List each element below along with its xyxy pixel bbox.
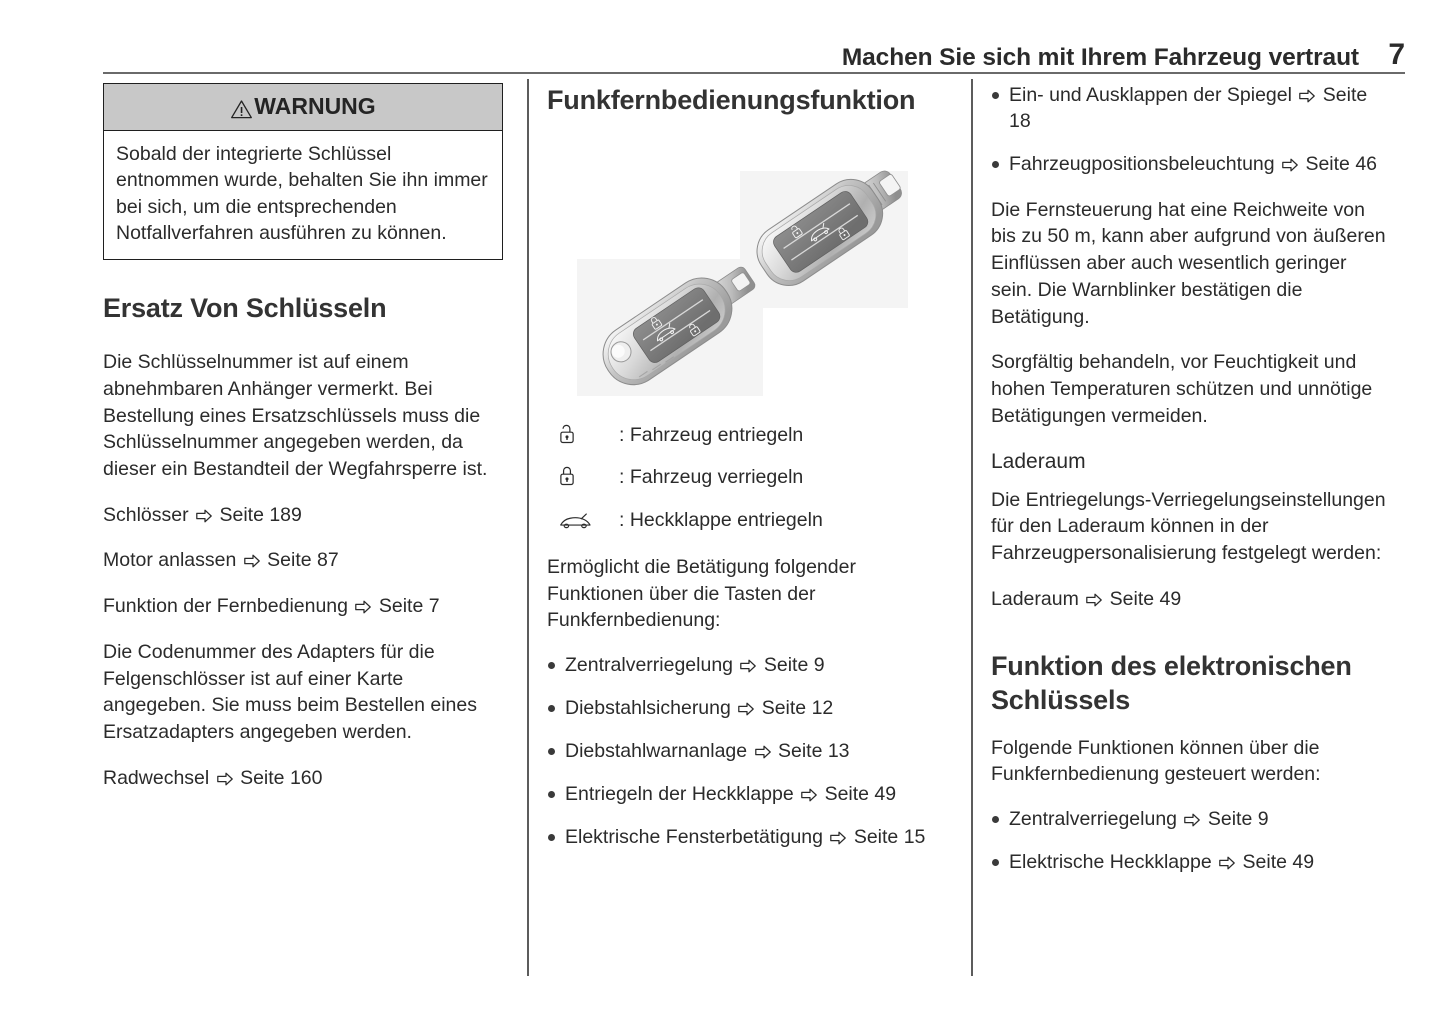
bullet-dot-icon [992,161,999,168]
arrow-right-icon [1282,154,1298,168]
paragraph-entriegelungs-verriegelungseinstellungen: Die Entriegelungs-Verriegelungseinstellungen für den Laderaum können in der Fahrzeugpersonalisierung festgelegt werden: [991,488,1386,565]
list-item [547,696,947,722]
list-item-target: Seite 18 [1009,84,1368,132]
remote-functions-list [547,653,947,851]
list-item-label: Fahrzeugpositionsbeleuchtung [1009,152,1275,175]
bullet-dot-icon [992,816,999,823]
legend-row [547,465,947,490]
bullet-dot-icon [548,662,555,669]
page-header [103,34,1405,70]
list-item [991,152,1391,178]
subheading-laderaum: Laderaum [991,450,1086,474]
list-item-label: Diebstahlwarnanlage [565,740,748,762]
arrow-right-icon [217,767,233,781]
list-item [991,807,1391,833]
paragraph-ermoeglicht: Ermöglicht die Betätigung folgender Funktionen über die Tasten der Funkfernbedienung: [547,556,856,632]
remote-key-fobs-illustration [547,141,947,409]
right-column [991,83,1391,895]
xref-target: Seite 87 [267,549,339,572]
unlock-padlock-icon [547,423,619,445]
list-item-target: Seite 46 [1305,152,1378,175]
paragraph-schluesselnummer: Die Schlüsselnummer ist auf einem abnehmbaren Anhänger vermerkt. Bei Bestellung eines Ersatzschlüssels muss die Schlüsselnummer angegeben werden, da dieser ein Bestandteil der Wegfahrsperre ist. [103,351,488,481]
xref-radwechsel [103,765,503,792]
legend-row [547,423,947,448]
xref-label: Laderaum [991,587,1079,610]
section-heading-funktion-des-elektronischen-schluessels: Funktion des elektronischen Schlüssels [991,650,1352,715]
smart-key-fob [747,155,913,295]
section-heading-funkfernbedienungsfunktion: Funkfernbedienungsfunktion [547,85,916,115]
xref-laderaum [991,586,1391,613]
xref-label: Radwechsel [103,766,210,789]
legend-row [547,508,947,533]
xref-motor-anlassen [103,547,503,574]
middle-column [547,83,947,870]
electronic-key-functions-list [991,807,1391,876]
bullet-dot-icon [992,859,999,866]
list-item-label: Ein- und Ausklappen der Spiegel [1009,84,1292,106]
list-item-label: Entriegeln der Heckklappe [565,782,794,805]
xref-target: Seite 189 [219,503,302,526]
left-column [103,83,503,810]
paragraph-reichweite: Die Fernsteuerung hat eine Reichweite von bis zu 50 m, kann aber aufgrund von äußeren Einflüssen aber auch wesentlich geringer sein. Die Warnblinker bestätigen die Betätigung. [991,198,1386,328]
list-item-target: Seite 13 [777,740,850,762]
xref-target: Seite 7 [378,595,440,618]
list-item [547,739,947,765]
list-item-target: Seite 9 [1207,807,1269,830]
bullet-dot-icon [548,834,555,841]
arrow-right-icon [1219,852,1235,866]
xref-target: Seite 160 [240,766,323,789]
warning-triangle-icon [230,98,253,118]
legend-text: : Fahrzeug entriegeln [619,424,804,447]
legend-text: : Heckklappe entriegeln [619,508,823,531]
section-heading-ersatz-von-schluesseln: Ersatz Von Schlüsseln [103,293,387,324]
list-item-label: Diebstahlsicherung [565,697,731,720]
arrow-right-icon [244,549,260,563]
column-divider-right [971,79,973,976]
page-number: 7 [1388,38,1405,71]
list-item-target: Seite 15 [853,825,926,848]
list-item-label: Zentralverriegelung [565,654,734,677]
list-item [991,850,1391,876]
list-item [547,825,947,851]
warning-text: Sobald der integrierte Schlüssel entnommen wurde, behalten Sie ihn immer bei sich, um die entsprechenden Notfallverfahren ausführen zu können. [116,143,488,244]
key-button-legend [547,423,947,533]
arrow-right-icon [1184,809,1200,823]
arrow-right-icon [830,827,846,841]
list-item-label: Zentralverriegelung [1009,807,1178,830]
xref-funktion-der-fernbedienung [103,593,503,620]
list-item-target: Seite 49 [824,782,897,805]
header-divider [103,72,1405,74]
bullet-dot-icon [548,791,555,798]
list-item [547,782,947,808]
list-item-label: Elektrische Heckklappe [1009,850,1212,873]
page-title: Machen Sie sich mit Ihrem Fahrzeug vertraut [841,43,1359,71]
paragraph-codenummer: Die Codenummer des Adapters für die Felgenschlösser ist auf einer Karte angegeben. Sie muss beim Bestellen eines Ersatzadapters angegeben werden. [103,640,477,743]
list-item [547,653,947,679]
lock-padlock-icon [547,465,619,487]
list-item [991,83,1391,135]
xref-schloesser [103,502,503,529]
xref-label: Schlösser [103,503,189,526]
warning-header [104,84,502,131]
legend-text: : Fahrzeug verriegeln [619,466,804,489]
warning-box [103,83,503,260]
tailgate-car-icon [547,508,619,526]
arrow-right-icon [740,655,756,669]
list-item-label: Elektrische Fensterbetätigung [565,825,823,848]
arrow-right-icon [738,698,754,712]
bullet-dot-icon [548,748,555,755]
paragraph-folgende-funktionen: Folgende Funktionen können über die Funkfernbedienung gesteuert werden: [991,736,1321,786]
list-item-target: Seite 9 [763,654,825,677]
remote-functions-continued-list [991,83,1391,178]
paragraph-sorgfaeltig: Sorgfältig behandeln, vor Feuchtigkeit und hohen Temperaturen schützen und unnötige Betätigungen vermeiden. [991,351,1373,427]
arrow-right-icon [755,741,771,755]
list-item-target: Seite 12 [761,697,834,720]
arrow-right-icon [801,784,817,798]
arrow-right-icon [1086,588,1102,602]
arrow-right-icon [1299,85,1315,99]
xref-target: Seite 49 [1109,587,1182,610]
bullet-dot-icon [992,92,999,99]
column-divider-left [527,79,529,976]
flip-key-fob [592,251,766,396]
bullet-dot-icon [548,705,555,712]
list-item-target: Seite 49 [1242,850,1315,873]
arrow-right-icon [196,504,212,518]
warning-body [104,131,502,259]
xref-label: Motor anlassen [103,549,237,572]
warning-title: WARNUNG [254,93,376,119]
arrow-right-icon [355,595,371,609]
xref-label: Funktion der Fernbedienung [103,595,348,618]
